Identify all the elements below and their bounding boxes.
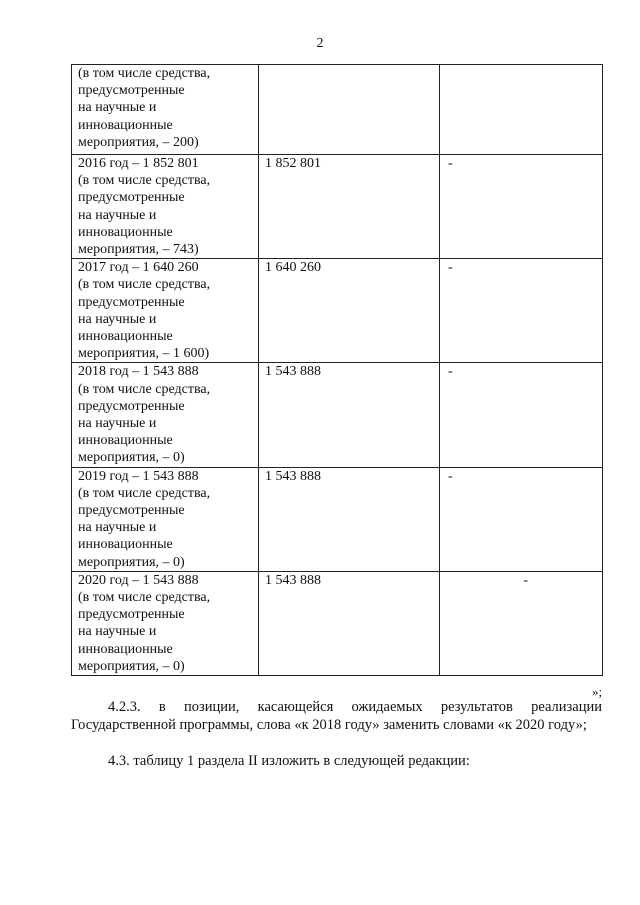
- cell-line: (в том числе средства,: [78, 173, 211, 189]
- cell-line: на научные и: [78, 311, 157, 327]
- paragraph-4-2-3-first-line: 4.2.3. в позиции, касающейся ожидаемых результатов реализации: [108, 699, 602, 715]
- amount-cell: [259, 65, 440, 155]
- cell-line: инновационные: [78, 537, 173, 553]
- cell-line: предусмотренные: [78, 294, 185, 310]
- table-row: [72, 259, 603, 363]
- cell-line: мероприятия, – 0): [78, 658, 185, 674]
- cell-line: инновационные: [78, 117, 173, 133]
- cell-line: инновационные: [78, 224, 173, 240]
- cell-line: на научные и: [78, 520, 157, 536]
- cell-line: (в том числе средства,: [78, 381, 211, 397]
- year-funding-cell: [72, 65, 259, 155]
- amount-cell: 1 852 801: [259, 155, 440, 259]
- cell-line: предусмотренные: [78, 190, 185, 206]
- other-amount-cell: -: [440, 363, 603, 467]
- amount-cell: 1 543 888: [259, 571, 440, 675]
- year-funding-cell: [72, 467, 259, 571]
- year-funding-cell: [72, 363, 259, 467]
- page-number: 2: [316, 36, 324, 51]
- cell-line: (в том числе средства,: [78, 277, 211, 293]
- table-row: [72, 65, 603, 155]
- cell-line: предусмотренные: [78, 503, 185, 519]
- cell-line: мероприятия, – 0): [78, 554, 185, 570]
- cell-line: мероприятия, – 200): [78, 134, 199, 150]
- paragraph-4-2-3-rest: Государственной программы, слова «к 2018 году» заменить словами «к 2020 году»;: [71, 717, 587, 733]
- table-row: [72, 363, 603, 467]
- cell-line: на научные и: [78, 416, 157, 432]
- amount-cell: 1 543 888: [259, 467, 440, 571]
- cell-line: 2016 год – 1 852 801: [78, 156, 199, 171]
- year-funding-cell: [72, 155, 259, 259]
- year-funding-cell: [72, 259, 259, 363]
- funding-table: [71, 64, 603, 676]
- year-funding-cell: [72, 571, 259, 675]
- other-amount-cell: -: [440, 259, 603, 363]
- cell-line: предусмотренные: [78, 83, 185, 99]
- cell-line: на научные и: [78, 624, 157, 640]
- cell-line: 2018 год – 1 543 888: [78, 364, 199, 380]
- other-amount-cell: -: [440, 467, 603, 571]
- cell-line: предусмотренные: [78, 607, 185, 623]
- other-amount-cell: [440, 65, 603, 155]
- table-row: [72, 155, 603, 259]
- cell-line: инновационные: [78, 433, 173, 449]
- cell-line: 2017 год – 1 640 260: [78, 260, 199, 276]
- amount-cell: 1 543 888: [259, 363, 440, 467]
- cell-line: на научные и: [78, 207, 157, 223]
- cell-line: 2019 год – 1 543 888: [78, 468, 199, 484]
- amount-cell: 1 640 260: [259, 259, 440, 363]
- other-amount-cell: -: [440, 155, 603, 259]
- cell-line: (в том числе средства,: [78, 485, 211, 501]
- cell-line: мероприятия, – 1 600): [78, 346, 210, 362]
- cell-line: предусмотренные: [78, 398, 185, 414]
- cell-line: на научные и: [78, 100, 157, 116]
- table-row: [72, 571, 603, 675]
- cell-line: (в том числе средства,: [78, 590, 211, 606]
- cell-line: инновационные: [78, 641, 173, 657]
- paragraph-4-2-3: [71, 698, 602, 734]
- cell-line: инновационные: [78, 329, 173, 345]
- table-row: [72, 467, 603, 571]
- closing-quote: »;: [592, 684, 603, 699]
- funding-table-body: [72, 65, 603, 676]
- cell-line: 2020 год – 1 543 888: [78, 572, 199, 588]
- cell-line: (в том числе средства,: [78, 66, 211, 81]
- cell-line: мероприятия, – 0): [78, 450, 185, 466]
- cell-line: мероприятия, – 743): [78, 242, 199, 258]
- paragraph-4-3: 4.3. таблицу 1 раздела II изложить в следующей редакции:: [108, 753, 470, 769]
- other-amount-cell: -: [440, 571, 603, 675]
